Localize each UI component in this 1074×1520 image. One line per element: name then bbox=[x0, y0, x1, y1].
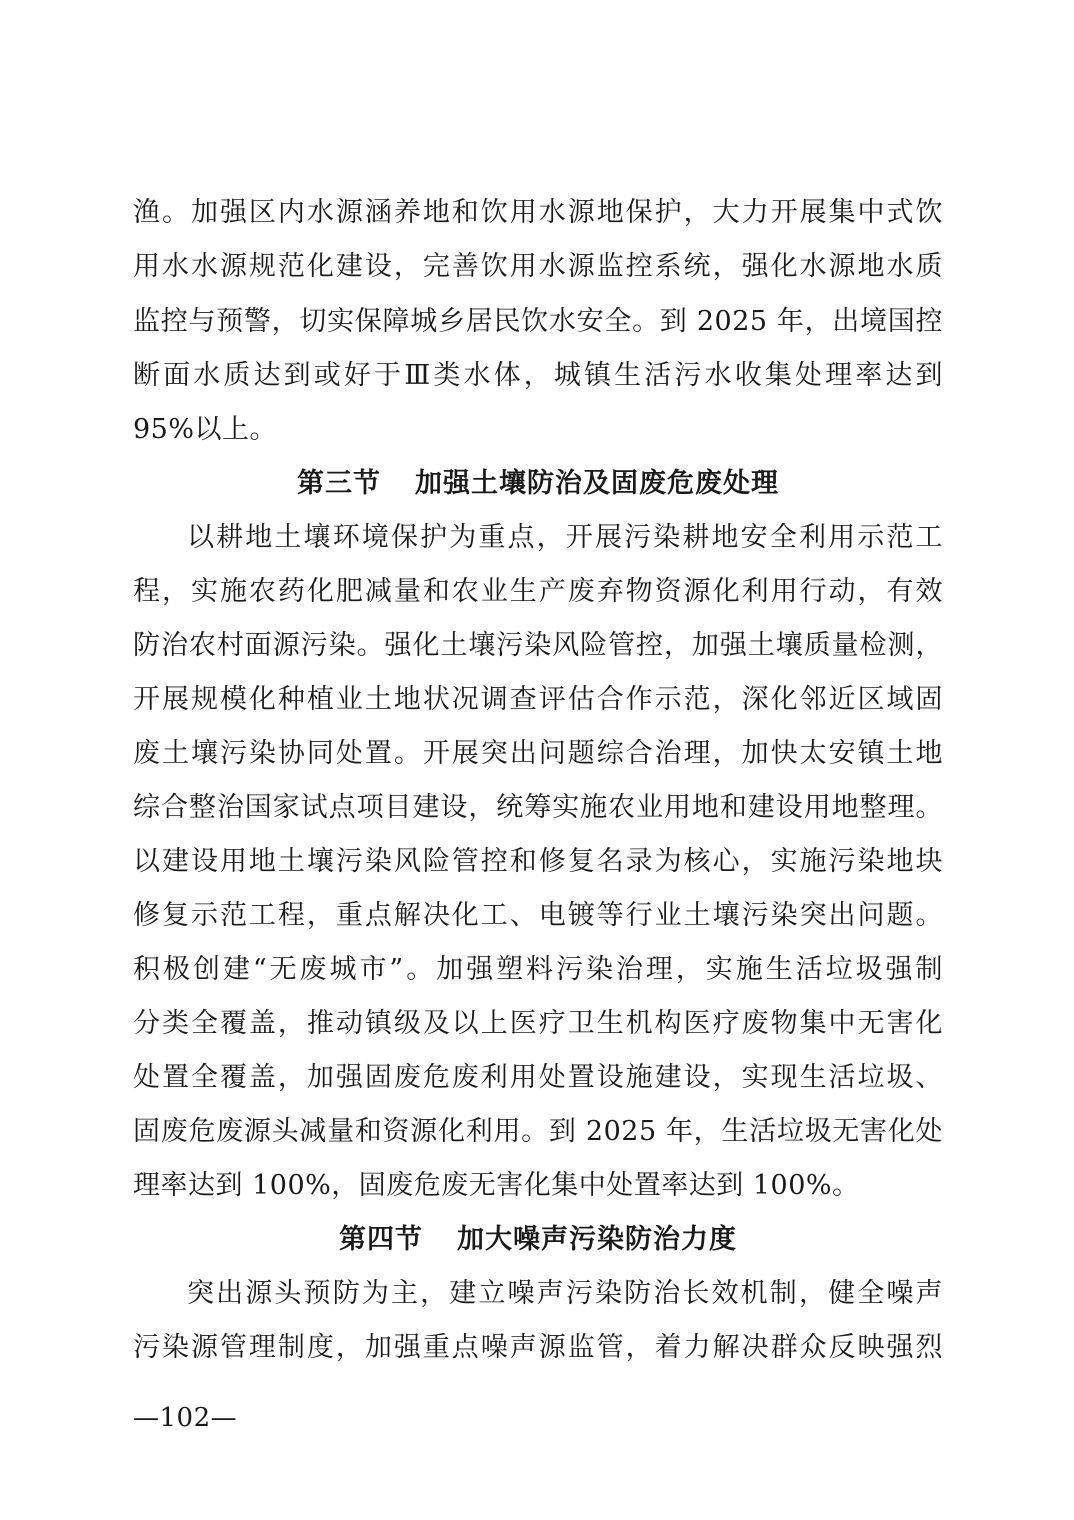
section-title: 加大噪声污染防治力度 bbox=[457, 1224, 737, 1255]
paragraph-line: 修复示范工程，重点解决化工、电镀等行业土壤污染突出问题。 bbox=[133, 900, 943, 931]
paragraph-line: 处置全覆盖，加强固废危废利用处置设施建设，实现生活垃圾、 bbox=[133, 1062, 943, 1093]
paragraph-line: 监控与预警，切实保障城乡居民饮水安全。到 2025 年，出境国控 bbox=[133, 306, 943, 337]
paragraph-line: 废土壤污染协同处置。开展突出问题综合治理，加快太安镇土地 bbox=[133, 738, 943, 769]
paragraph-line: 断面水质达到或好于Ⅲ类水体，城镇生活污水收集处理率达到 bbox=[133, 360, 943, 391]
paragraph-line: 固废危废源头减量和资源化利用。到 2025 年，生活垃圾无害化处 bbox=[133, 1116, 943, 1147]
paragraph-line: 积极创建“无废城市”。加强塑料污染治理，实施生活垃圾强制 bbox=[133, 954, 943, 985]
section-number: 第四节 bbox=[339, 1224, 423, 1255]
paragraph-line: 用水水源规范化建设，完善饮用水源监控系统，强化水源地水质 bbox=[133, 251, 943, 282]
paragraph-line: 以建设用地土壤污染风险管控和修复名录为核心，实施污染地块 bbox=[133, 846, 943, 877]
paragraph-line: 分类全覆盖，推动镇级及以上医疗卫生机构医疗废物集中无害化 bbox=[133, 1008, 943, 1039]
section-heading bbox=[133, 464, 943, 504]
paragraph-line: 污染源管理制度，加强重点噪声源监管，着力解决群众反映强烈 bbox=[133, 1332, 943, 1363]
paragraph-line: 综合整治国家试点项目建设，统筹实施农业用地和建设用地整理。 bbox=[133, 792, 943, 823]
paragraph-line: 突出源头预防为主，建立噪声污染防治长效机制，健全噪声 bbox=[187, 1278, 943, 1309]
paragraph-line: 防治农村面源污染。强化土壤污染风险管控，加强土壤质量检测， bbox=[133, 630, 943, 661]
paragraph-line: 以耕地土壤环境保护为重点，开展污染耕地安全利用示范工 bbox=[187, 522, 943, 553]
page-number: —102— bbox=[133, 1403, 238, 1433]
paragraph-line: 理率达到 100%，固废危废无害化集中处置率达到 100%。 bbox=[133, 1170, 860, 1201]
paragraph-line: 渔。加强区内水源涵养地和饮用水源地保护，大力开展集中式饮 bbox=[133, 197, 943, 228]
paragraph-line: 程，实施农药化肥减量和农业生产废弃物资源化利用行动，有效 bbox=[133, 576, 943, 607]
section-heading bbox=[133, 1220, 943, 1260]
paragraph-line: 95%以上。 bbox=[133, 414, 278, 445]
section-number: 第三节 bbox=[297, 468, 381, 499]
paragraph-line: 开展规模化种植业土地状况调查评估合作示范，深化邻近区域固 bbox=[133, 684, 943, 715]
section-title: 加强土壤防治及固废危废处理 bbox=[415, 468, 779, 499]
